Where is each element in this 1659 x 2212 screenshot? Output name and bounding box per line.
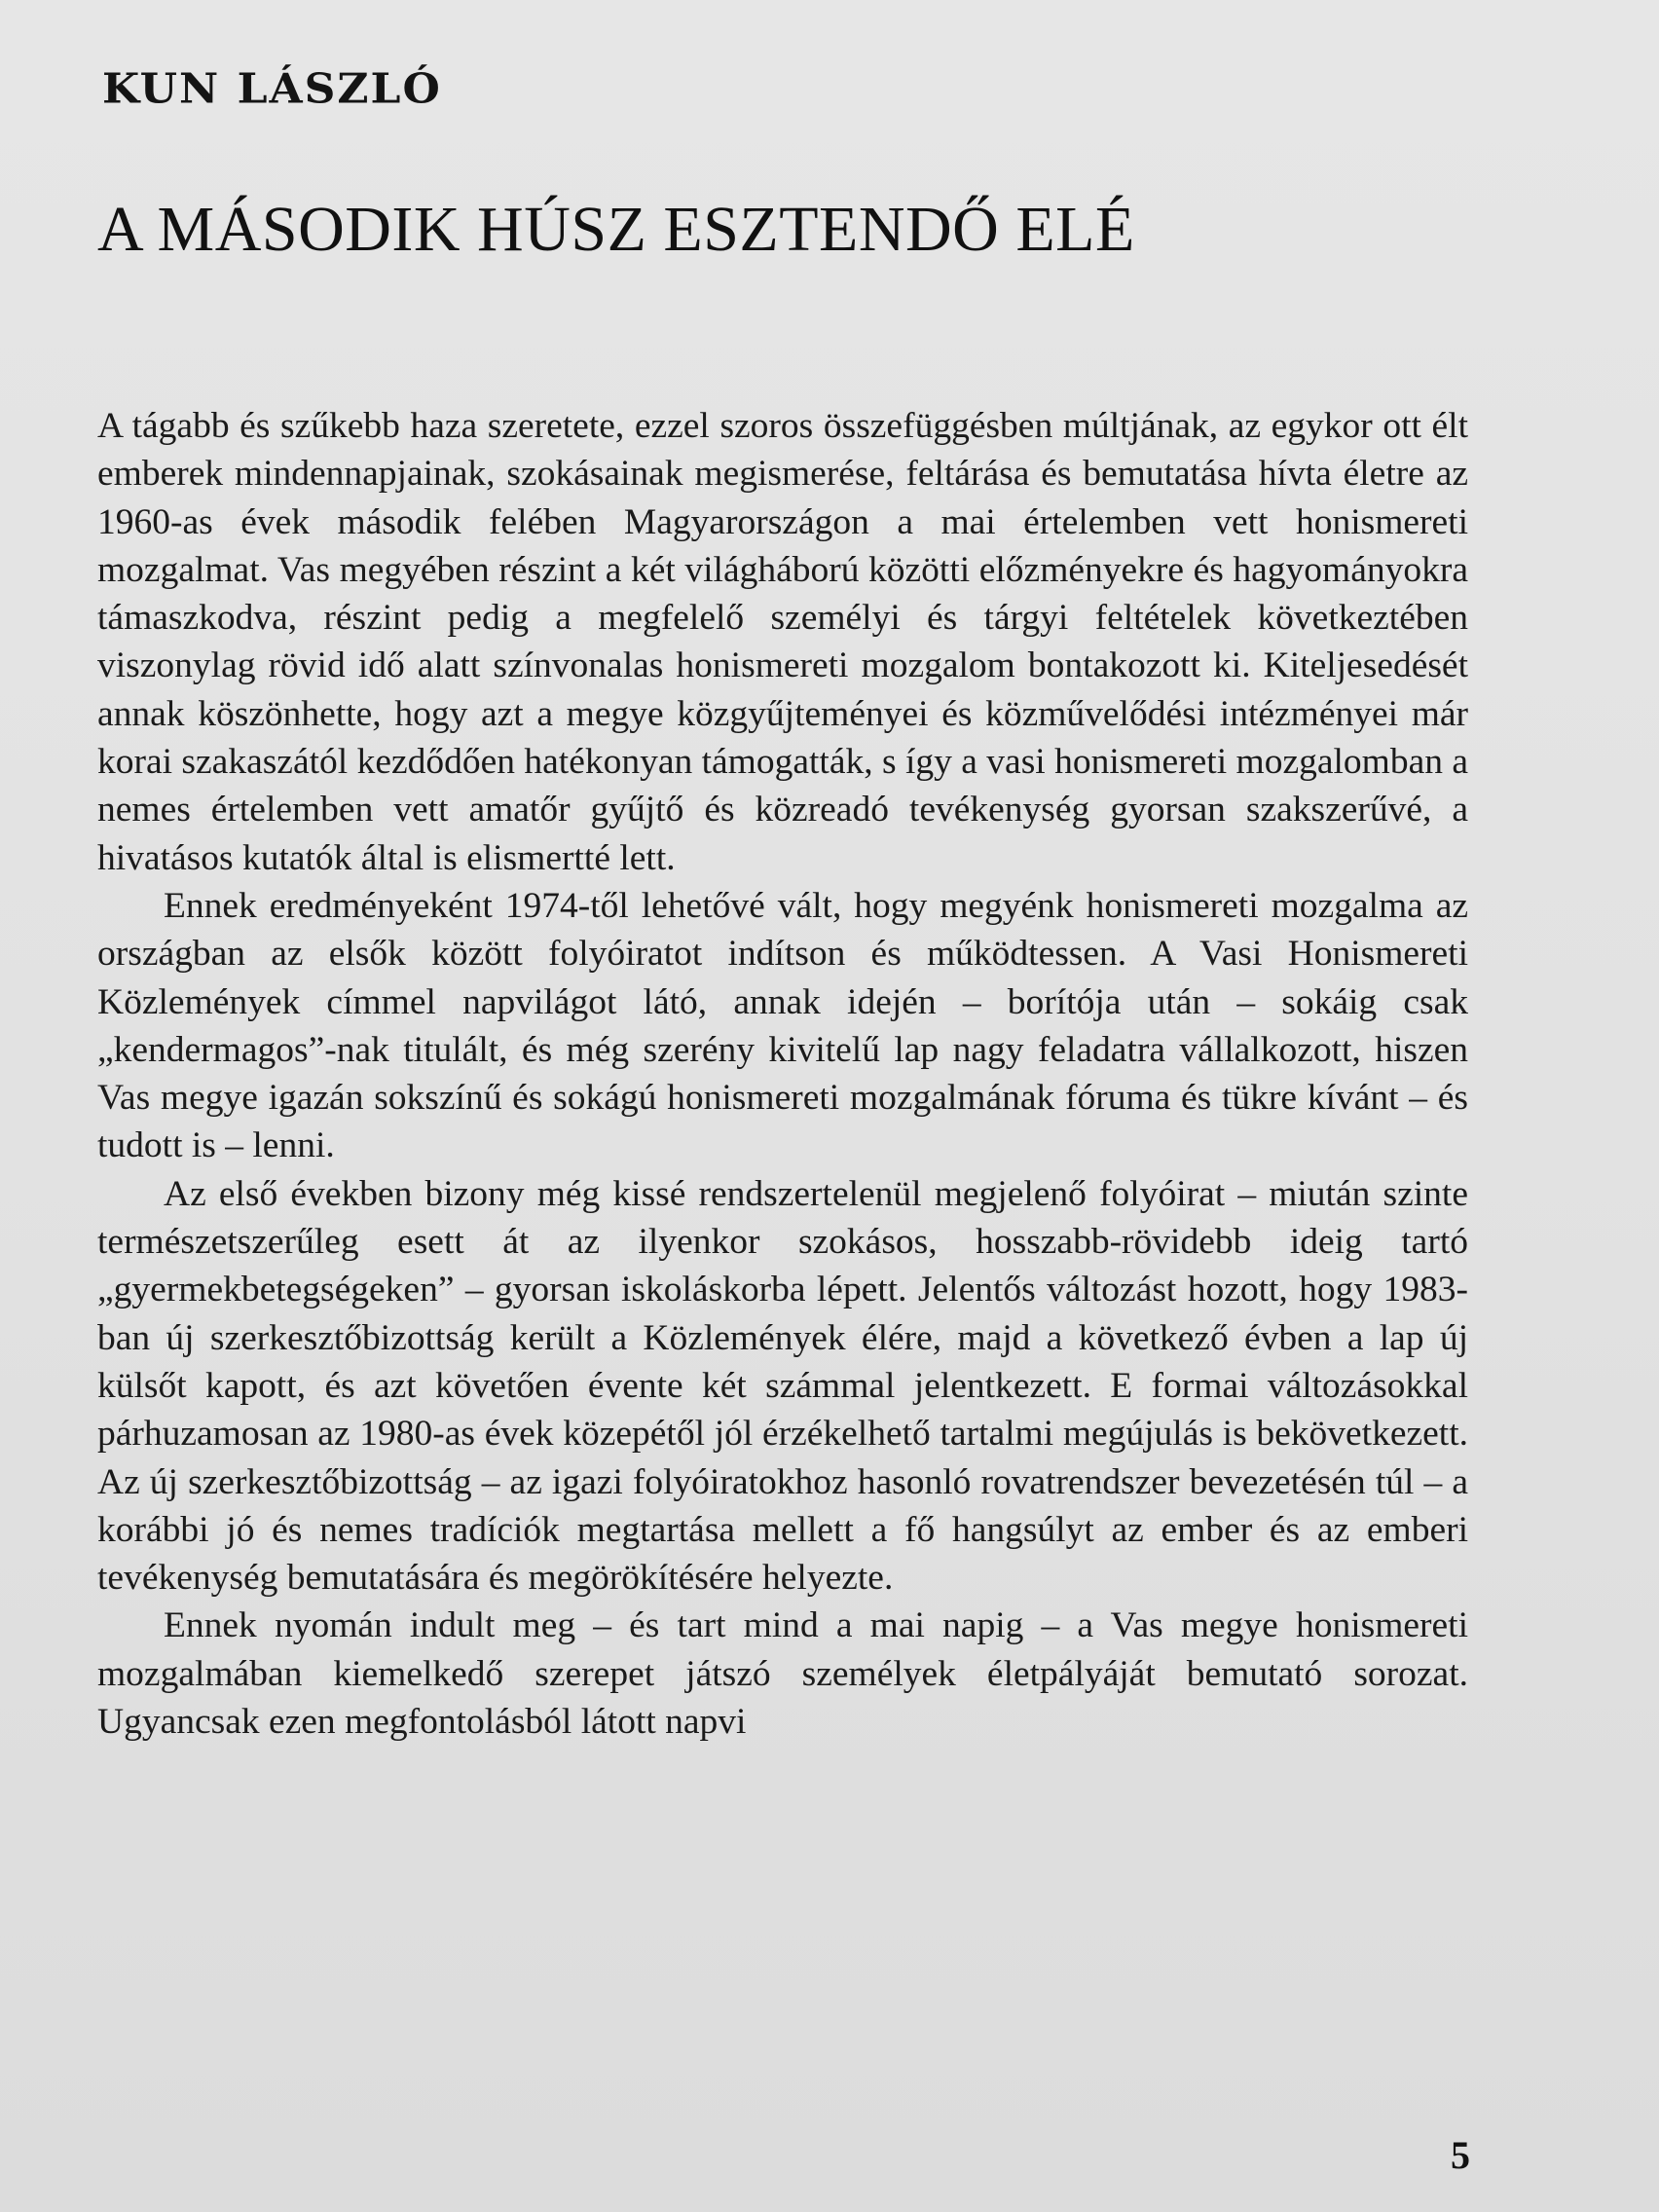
paragraph-1: A tágabb és szűkebb haza szeretete, ezzel szoros összefüggésben múltjának, az egykor ott élt emberek mindennapjainak, szokásainak megismerése, feltárása és bemutatása hívta életre az 1960-as évek második felében Magyarországon a mai értelemben vett honismereti mozgalmat. Vas megyében részint a két világháború közötti előzményekre és hagyományokra támaszkodva, részint pedig a megfelelő személyi és tárgyi feltételek következtében viszonylag rövid idő alatt színvonalas honismereti mozgalom bontakozott ki. Kiteljesedését annak köszönhette, hogy azt a megye közgyűjteményei és közművelődési intézményei már korai szakaszától kezdődően hatékonyan támogatták, s így a vasi honismereti mozgalomban a nemes értelemben vett amatőr gyűjtő és közreadó tevékenység gyorsan szakszerűvé, a hivatásos kutatók által is elismertté lett.	[97, 406, 1468, 878]
article-title: A MÁSODIK HÚSZ ESZTENDŐ ELÉ	[97, 194, 1135, 265]
paragraph-2: Ennek eredményeként 1974-től lehetővé vált, hogy megyénk honismereti mozgalma az országban az elsők között folyóiratot indítson és működtessen. A Vasi Honismereti Közlemények címmel napvilágot látó, annak idején – borítója után – sokáig csak „kendermagos”-nak titulált, és még szerény kivitelű lap nagy feladatra vállalkozott, hiszen Vas megye igazán sokszínű és sokágú honismereti mozgalmának fóruma és tükre kívánt – és tudott is – lenni.	[97, 885, 1468, 1166]
paragraph-4: Ennek nyomán indult meg – és tart mind a mai napig – a Vas megye honismereti mozgalmában kiemelkedő szerepet játszó személyek életpályáját bemutató sorozat. Ugyancsak ezen megfontolásból látott napvi	[97, 1605, 1468, 1743]
page-number: 5	[1451, 2133, 1470, 2177]
paragraph-3: Az első években bizony még kissé rendszertelenül megjelenő folyóirat – miután szinte természetszerűleg esett át az ilyenkor szokásos, hosszabb-rövidebb ideig tartó „gyermekbetegségeken” – gyorsan iskoláskorba lépett. Jelentős változást hozott, hogy 1983-ban új szerkesztőbizottság került a Közlemények élére, majd a következő évben a lap új külsőt kapott, és azt követően évente két számmal jelentkezett. E formai változásokkal párhuzamosan az 1980-as évek közepétől jól érzékelhető tartalmi megújulás is bekövetkezett. Az új szerkesztőbizottság – az igazi folyóiratokhoz hasonló rovatrendszer bevezetésén túl – a korábbi jó és nemes tradíciók megtartása mellett a fő hangsúlyt az ember és az emberi tevékenység bemutatására és megörökítésére helyezte.	[97, 1173, 1468, 1599]
article-body	[97, 402, 1468, 1746]
author-name: KUN LÁSZLÓ	[102, 65, 442, 113]
